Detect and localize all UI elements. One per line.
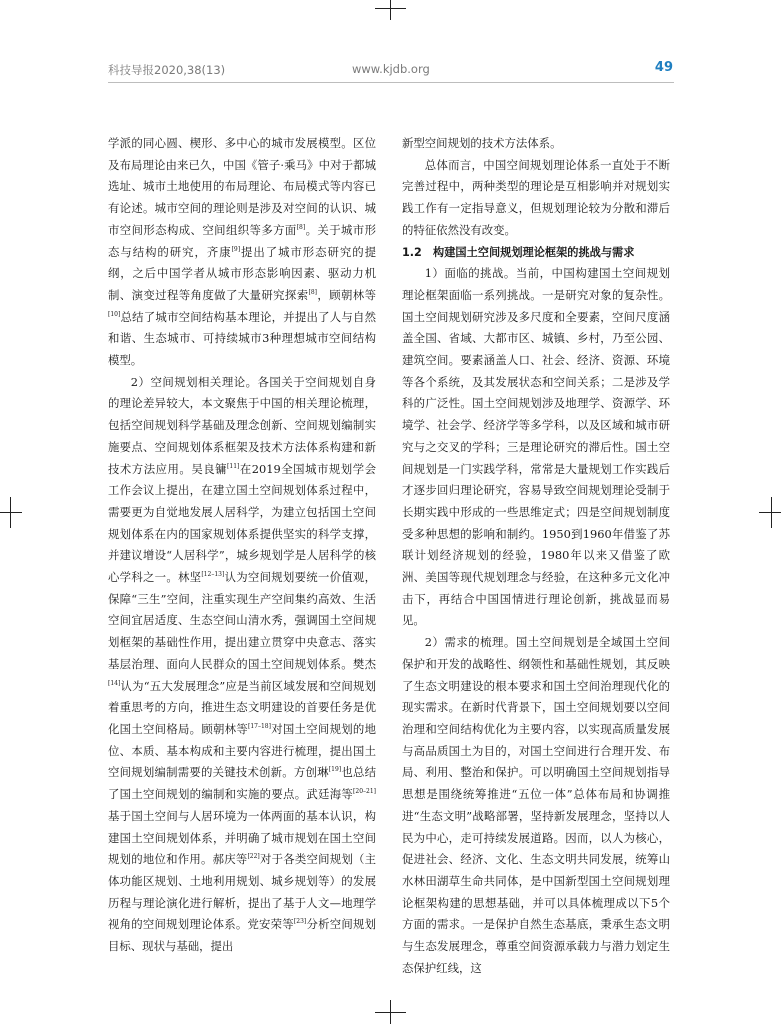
crop-mark-top-bar <box>375 8 406 9</box>
crop-mark-top <box>390 0 391 20</box>
citation-ref: [12–13] <box>201 571 225 579</box>
citation-ref: [23] <box>293 918 307 926</box>
section-heading: 1.2 构建国土空间规划理论框架的挑战与需求 <box>402 245 635 259</box>
citation-ref: [8] <box>308 288 317 296</box>
crop-mark-right-bar <box>771 497 772 528</box>
right-paragraph-4: 2）需求的梳理。国土空间规划是全域国土空间保护和开发的战略性、纲领性和基础性规划，其反映了生态文明建设的根本要求和国土空间治理现代化的现实需求。在新时代背景下，国土空间规划要以空间治理和空间结构优化为主要内容，以实现高质量发展与高品质国土为目的，对国土空间进行合理开发、布局、利用、整治和保护。可以明确国土空间规划指导思想是围绕统筹推进“五位一体”总体布局和协调推进“生态文明”战略部署，坚持新发展理念，坚持以人民为中心，走可持续发展道路。因而，以人为核心，促进社会、经济、文化、生态文明共同发展，统筹山水林田湖草生命共同体，是中国新型国土空间规划理论框架构建的思想基础，并可以具体梳理成以下5个方面的需求。一是保护自然生态基底，秉承生态文明与生态发展理念，尊重空间资源承载力与潜力划定生态保护红线，这 <box>402 635 670 975</box>
citation-ref: [22] <box>247 853 260 861</box>
crop-mark-left-bar <box>10 497 11 528</box>
page-number: 49 <box>654 60 673 75</box>
header-rule <box>108 82 674 83</box>
crop-mark-left <box>0 512 22 513</box>
citation-ref: [8] <box>296 223 306 231</box>
citation-ref: [20–21] <box>353 788 376 796</box>
citation-ref: [19] <box>328 766 342 774</box>
left-paragraph-2: 2）空间规划相关理论。各国关于空间规划自身的理论差异较大，本文聚焦于中国的相关理论梳理，包括空间规划科学基础及理念创新、空间规划编制实施要点、空间规划体系框架及技术方法体系构建和新技术方法应用。吴良镛[11]在2019全国城市规划学会工作会议上提出，在建立国土空间规划体系过程中，需要更为自觉地发展人居科学，为建立包括国土空间规划体系在内的国家规划体系提供坚实的科学支撑，并建议增设“人居科学”，城乡规划学是人居科学的核心学科之一。林坚[12–13]认为空间规划要统一价值观，保障“三生”空间，注重实现生产空间集约高效、生活空间宜居适度、生态空间山清水秀，强调国土空间规划框架的基础性作用，提出建立贯穿中央意志、落实基层治理、面向人民群众的国土空间规划体系。樊杰[14]认为“五大发展理念”应是当前区域发展和空间规划着重思考的方向，推进生态文明建设的首要任务是优化国土空间格局。顾朝林等[17–18]对国土空间规划的地位、本质、基本构成和主要内容进行梳理，提出国土空间规划编制需要的关键技术创新。方创琳[19]也总结了国土空间规划的编制和实施的要点。武廷海等[20–21]基于国土空间与人居环境为一体两面的基本认识，构建国土空间规划体系，并明确了城市规划在国土空间规划的地位和作用。郝庆等[22]对于各类空间规划（主体功能区规划、土地利用规划、城乡规划等）的发展历程与理论演化进行解析，提出了基于人文—地理学视角的空间规划理论体系。党安荣等[23]分析空间规划目标、现状与基础，提出 <box>108 374 376 954</box>
left-paragraph-1: 学派的同心圆、楔形、多中心的城市发展模型。区位及布局理论由来已久，中国《管子·乘马》中对于都城选址、城市土地使用的布局理论、布局模式等内容已有论述。城市空间的理论则是涉及对空间的认识、城市空间形态构成、空间组织等多方面[8]。关于城市形态与结构的研究，齐康[9]提出了城市形态研究的提纲，之后中国学者从城市形态影响因素、驱动力机制、演变过程等角度做了大量研究探索[8]，顾朝林等[10]总结了城市空间结构基本理论，并提出了人与自然和谐、生态城市、可持续城市3种理想城市空间结构模型。 <box>108 136 376 368</box>
citation-ref: [10] <box>108 310 121 318</box>
crop-mark-bottom-bar <box>375 1012 406 1013</box>
right-column <box>402 133 670 979</box>
right-paragraph-2: 总体而言，中国空间规划理论体系一直处于不断完善过程中，两种类型的理论是互相影响并对规划实践工作有一定指导意义，但规划理论较为分散和滞后的特征依然没有改变。 <box>402 157 670 237</box>
journal-website: www.kjdb.org <box>352 62 430 76</box>
citation-ref: [9] <box>231 245 241 253</box>
citation-ref: [11] <box>227 462 240 470</box>
left-column <box>108 133 376 958</box>
right-paragraph-1: 新型空间规划的技术方法体系。 <box>402 136 562 150</box>
citation-ref: [14] <box>108 679 121 687</box>
citation-ref: [17–18] <box>248 722 271 730</box>
journal-citation: 科技导报2020,38(13) <box>108 63 226 77</box>
right-paragraph-3: 1）面临的挑战。当前，中国构建国土空间规划理论框架面临一系列挑战。一是研究对象的复杂性。国土空间规划研究涉及多尺度和全要素，空间尺度涵盖全国、省域、大都市区、城镇、乡村，乃至公园、建筑空间。要素涵盖人口、社会、经济、资源、环境等各个系统，及其发展状态和空间关系；二是涉及学科的广泛性。国土空间规划涉及地理学、资源学、环境学、社会学、经济学等多学科，以及区域和城市研究与之交叉的学科；三是理论研究的滞后性。国土空间规划是一门实践学科，常常是大量规划工作实践后才逐步回归理论研究，容易导致空间规划理论受制于长期实践中形成的一些思维定式；四是空间规划制度受多种思想的影响和制约。1950到1960年借鉴了苏联计划经济规划的经验，1980年以来又借鉴了欧洲、美国等现代规划理念与经验，在这种多元文化冲击下，再结合中国国情进行理论创新，挑战显而易见。 <box>402 266 670 628</box>
crop-mark-right <box>759 512 781 513</box>
